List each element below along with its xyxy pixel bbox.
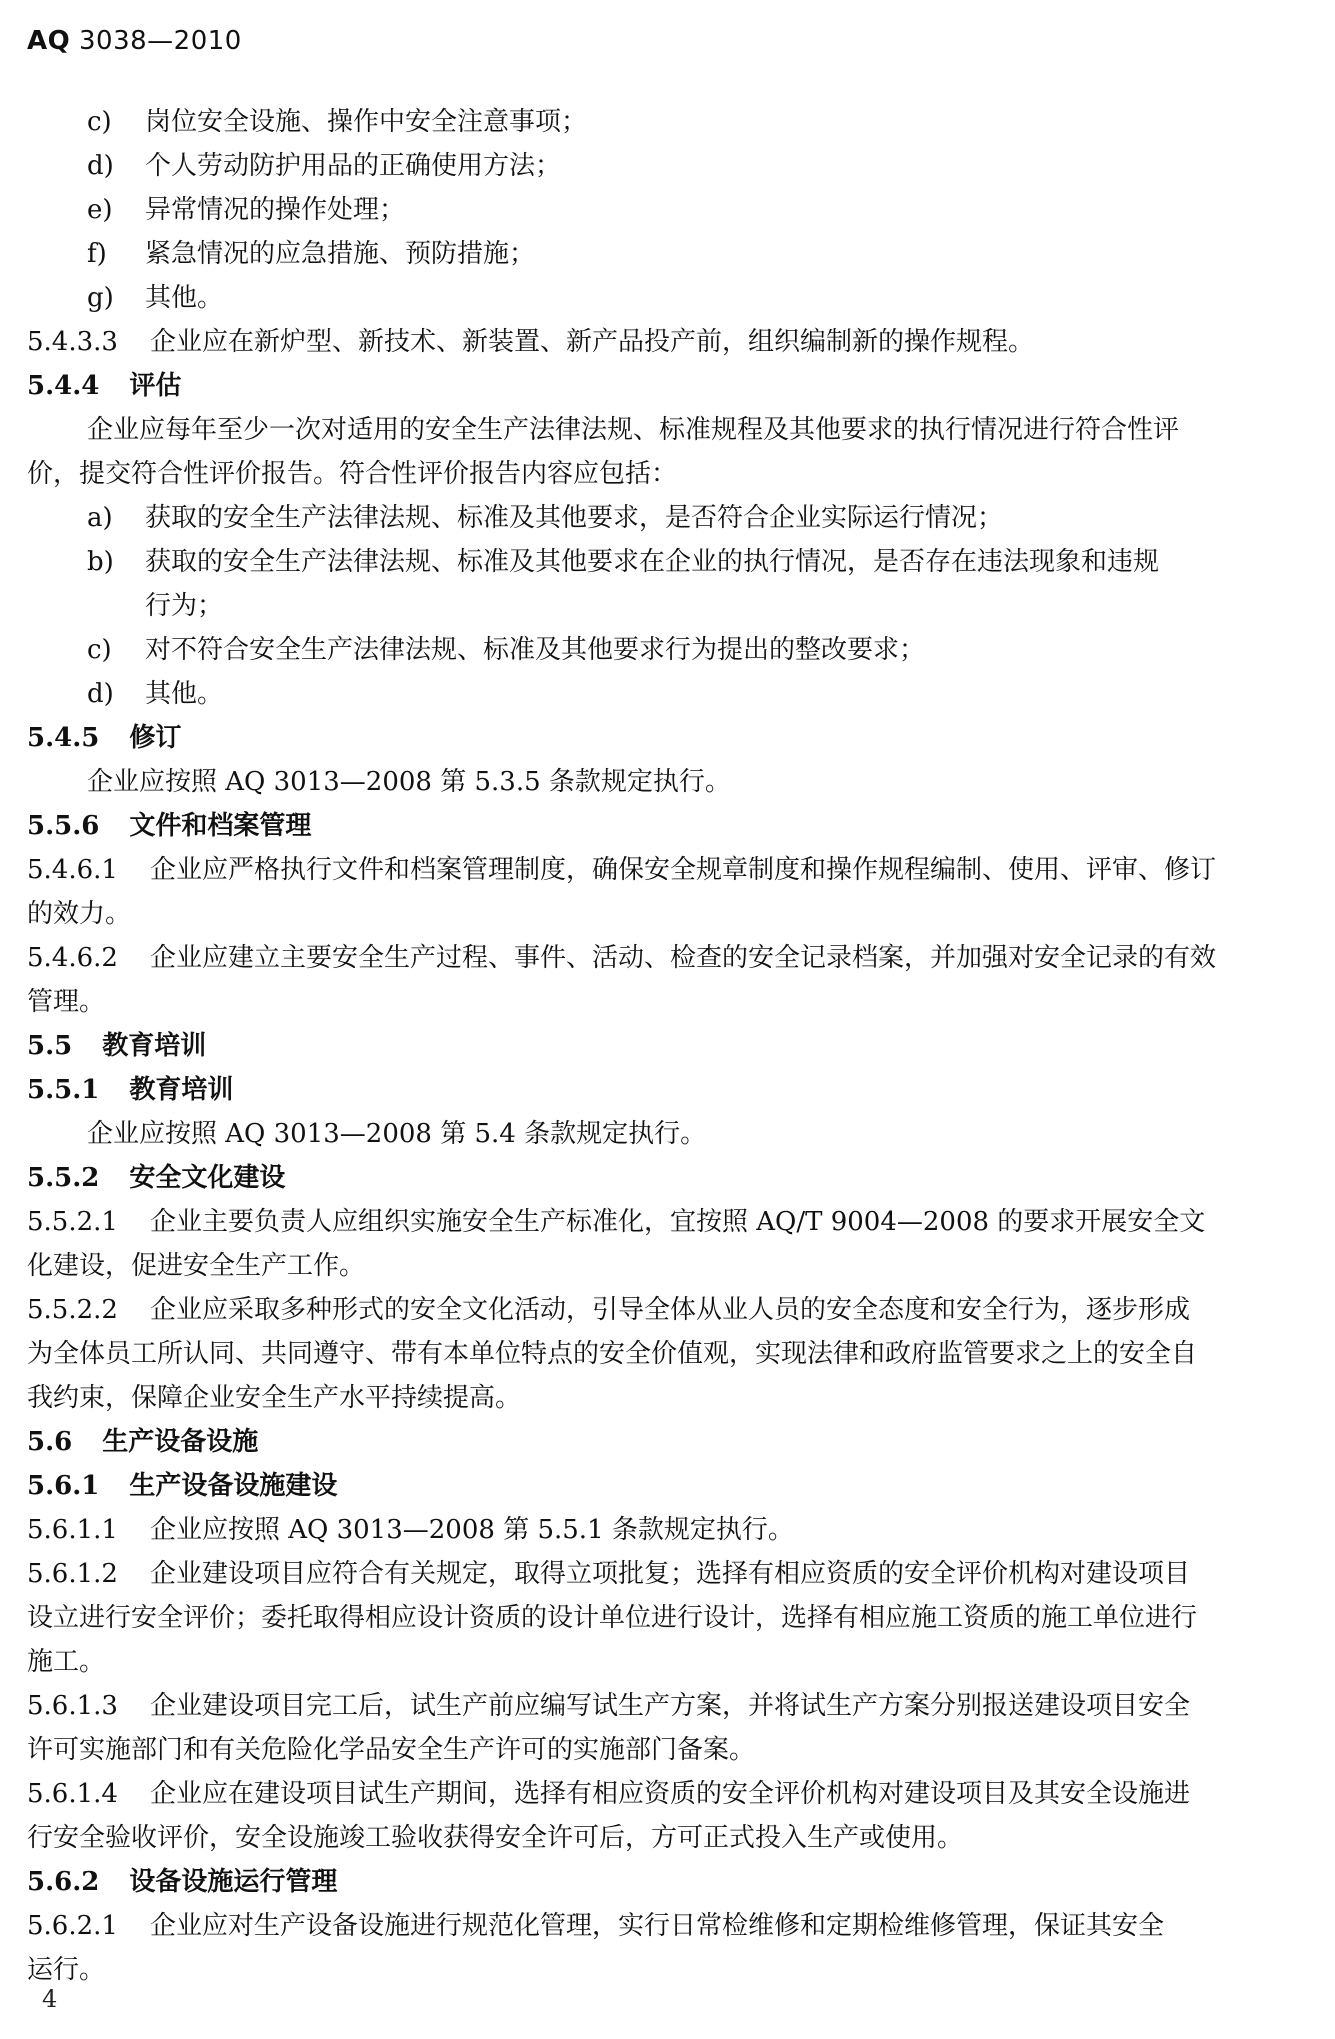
paragraph-line: 化建设，促进安全生产工作。 — [27, 1251, 366, 1281]
paragraph-line: 企业应按照 AQ 3013—2008 第 5.4 条款规定执行。 — [87, 1119, 707, 1149]
list-text: 紧急情况的应急措施、预防措施； — [145, 239, 536, 269]
section-heading — [27, 1024, 1309, 1068]
list-item — [27, 276, 1309, 320]
section-title: 修订 — [129, 723, 182, 753]
clause-number: 5.6.1.3 — [27, 1691, 118, 1721]
clause — [27, 1200, 1309, 1244]
list-text: 个人劳动防护用品的正确使用方法； — [145, 151, 562, 181]
list-item — [27, 628, 1309, 672]
list-label: c) — [87, 107, 112, 137]
standard-prefix: AQ — [27, 26, 71, 56]
clause-number: 5.5.2.1 — [27, 1207, 118, 1237]
clause-number: 5.4.3.3 — [27, 327, 118, 357]
clause-number: 5.6.2.1 — [27, 1911, 118, 1941]
clause-number: 5.6.1.4 — [27, 1779, 118, 1809]
paragraph-line: 企业应每年至少一次对适用的安全生产法律法规、标准规程及其他要求的执行情况进行符合性评 — [87, 415, 1180, 445]
list-label: e) — [87, 195, 113, 225]
section-title: 教育培训 — [102, 1031, 207, 1061]
clause-text: 企业建设项目完工后，试生产前应编写试生产方案，并将试生产方案分别报送建设项目安全 — [149, 1691, 1190, 1721]
section-title: 教育培训 — [129, 1075, 234, 1105]
clause — [27, 1904, 1309, 1948]
clause — [27, 1508, 1309, 1552]
list-text: 其他。 — [145, 679, 224, 709]
section-title: 安全文化建设 — [129, 1163, 286, 1193]
standard-number: 3038—2010 — [79, 26, 242, 56]
document-body — [27, 100, 1309, 1992]
section-heading — [27, 1156, 1309, 1200]
section-number: 5.5.1 — [27, 1075, 100, 1105]
section-number: 5.5.2 — [27, 1163, 100, 1193]
clause — [27, 1684, 1309, 1728]
paragraph-line: 为全体员工所认同、共同遵守、带有本单位特点的安全价值观，实现法律和政府监管要求之上的安全自 — [27, 1339, 1198, 1369]
section-number: 5.6.2 — [27, 1867, 100, 1897]
clause-text: 企业应采取多种形式的安全文化活动，引导全体从业人员的安全态度和安全行为，逐步形成 — [149, 1295, 1190, 1325]
list-text: 对不符合安全生产法律法规、标准及其他要求行为提出的整改要求； — [145, 635, 926, 665]
clause — [27, 1772, 1309, 1816]
section-heading — [27, 1464, 1309, 1508]
section-number: 5.6.1 — [27, 1471, 100, 1501]
list-label: g) — [87, 283, 114, 313]
paragraph-line: 运行。 — [27, 1955, 106, 1985]
clause — [27, 1288, 1309, 1332]
paragraph-line: 管理。 — [27, 987, 106, 1017]
list-text: 其他。 — [145, 283, 224, 313]
clause-text: 企业应建立主要安全生产过程、事件、活动、检查的安全记录档案，并加强对安全记录的有效 — [149, 943, 1216, 973]
section-heading — [27, 1068, 1309, 1112]
clause-text: 企业应在新炉型、新技术、新装置、新产品投产前，组织编制新的操作规程。 — [149, 327, 1034, 357]
clause-number: 5.5.2.2 — [27, 1295, 118, 1325]
section-title: 文件和档案管理 — [129, 811, 312, 841]
list-label: d) — [87, 151, 114, 181]
paragraph-line: 许可实施部门和有关危险化学品安全生产许可的实施部门备案。 — [27, 1735, 756, 1765]
list-item — [27, 144, 1309, 188]
clause — [27, 320, 1309, 364]
paragraph-line: 我约束，保障企业安全生产水平持续提高。 — [27, 1383, 522, 1413]
paragraph-line: 价，提交符合性评价报告。符合性评价报告内容应包括： — [27, 459, 678, 489]
clause — [27, 1552, 1309, 1596]
list-item — [27, 672, 1309, 716]
list-label: f) — [87, 239, 107, 269]
list-label: c) — [87, 635, 112, 665]
list-label: a) — [87, 503, 113, 533]
section-number: 5.5.6 — [27, 811, 100, 841]
section-heading — [27, 804, 1309, 848]
paragraph-line: 行安全验收评价，安全设施竣工验收获得安全许可后，方可正式投入生产或使用。 — [27, 1823, 964, 1853]
paragraph-line: 企业应按照 AQ 3013—2008 第 5.3.5 条款规定执行。 — [87, 767, 731, 797]
section-title: 评估 — [129, 371, 182, 401]
clause-number: 5.6.1.1 — [27, 1515, 118, 1545]
clause-text: 企业应在建设项目试生产期间，选择有相应资质的安全评价机构对建设项目及其安全设施进 — [149, 1779, 1190, 1809]
clause-text: 企业应对生产设备设施进行规范化管理，实行日常检维修和定期检维修管理，保证其安全 — [149, 1911, 1164, 1941]
list-item — [27, 188, 1309, 232]
clause-number: 5.6.1.2 — [27, 1559, 118, 1589]
list-item — [27, 496, 1309, 540]
clause-text: 企业主要负责人应组织实施安全生产标准化，宜按照 AQ/T 9004—2008 的要求开展安全文 — [149, 1207, 1206, 1237]
section-heading — [27, 364, 1309, 408]
section-heading — [27, 1860, 1309, 1904]
list-text: 岗位安全设施、操作中安全注意事项； — [145, 107, 588, 137]
list-label: d) — [87, 679, 114, 709]
list-item — [27, 100, 1309, 144]
list-item — [27, 232, 1309, 276]
section-number: 5.6 — [27, 1427, 73, 1457]
clause-text: 企业建设项目应符合有关规定，取得立项批复；选择有相应资质的安全评价机构对建设项目 — [149, 1559, 1190, 1589]
section-number: 5.4.4 — [27, 371, 100, 401]
clause-number: 5.4.6.1 — [27, 855, 118, 885]
paragraph-line: 的效力。 — [27, 899, 132, 929]
standard-code-header — [27, 26, 242, 56]
clause-text: 企业应按照 AQ 3013—2008 第 5.5.1 条款规定执行。 — [149, 1515, 794, 1545]
clause — [27, 936, 1309, 980]
list-label: b) — [87, 547, 114, 577]
page-number: 4 — [42, 1985, 58, 2013]
clause-text: 企业应严格执行文件和档案管理制度，确保安全规章制度和操作规程编制、使用、评审、修订 — [149, 855, 1216, 885]
section-heading — [27, 716, 1309, 760]
paragraph-line: 施工。 — [27, 1647, 106, 1677]
clause — [27, 848, 1309, 892]
section-title: 生产设备设施 — [102, 1427, 259, 1457]
section-title: 生产设备设施建设 — [129, 1471, 338, 1501]
section-number: 5.4.5 — [27, 723, 100, 753]
list-item-continuation: 行为； — [145, 591, 224, 621]
list-text: 获取的安全生产法律法规、标准及其他要求，是否符合企业实际运行情况； — [145, 503, 1004, 533]
section-heading — [27, 1420, 1309, 1464]
paragraph-line: 设立进行安全评价；委托取得相应设计资质的设计单位进行设计，选择有相应施工资质的施工单位进行 — [27, 1603, 1198, 1633]
list-text: 异常情况的操作处理； — [145, 195, 406, 225]
section-number: 5.5 — [27, 1031, 73, 1061]
clause-number: 5.4.6.2 — [27, 943, 118, 973]
section-title: 设备设施运行管理 — [129, 1867, 338, 1897]
list-text: 获取的安全生产法律法规、标准及其他要求在企业的执行情况，是否存在违法现象和违规 — [145, 547, 1160, 577]
list-item — [27, 540, 1309, 584]
